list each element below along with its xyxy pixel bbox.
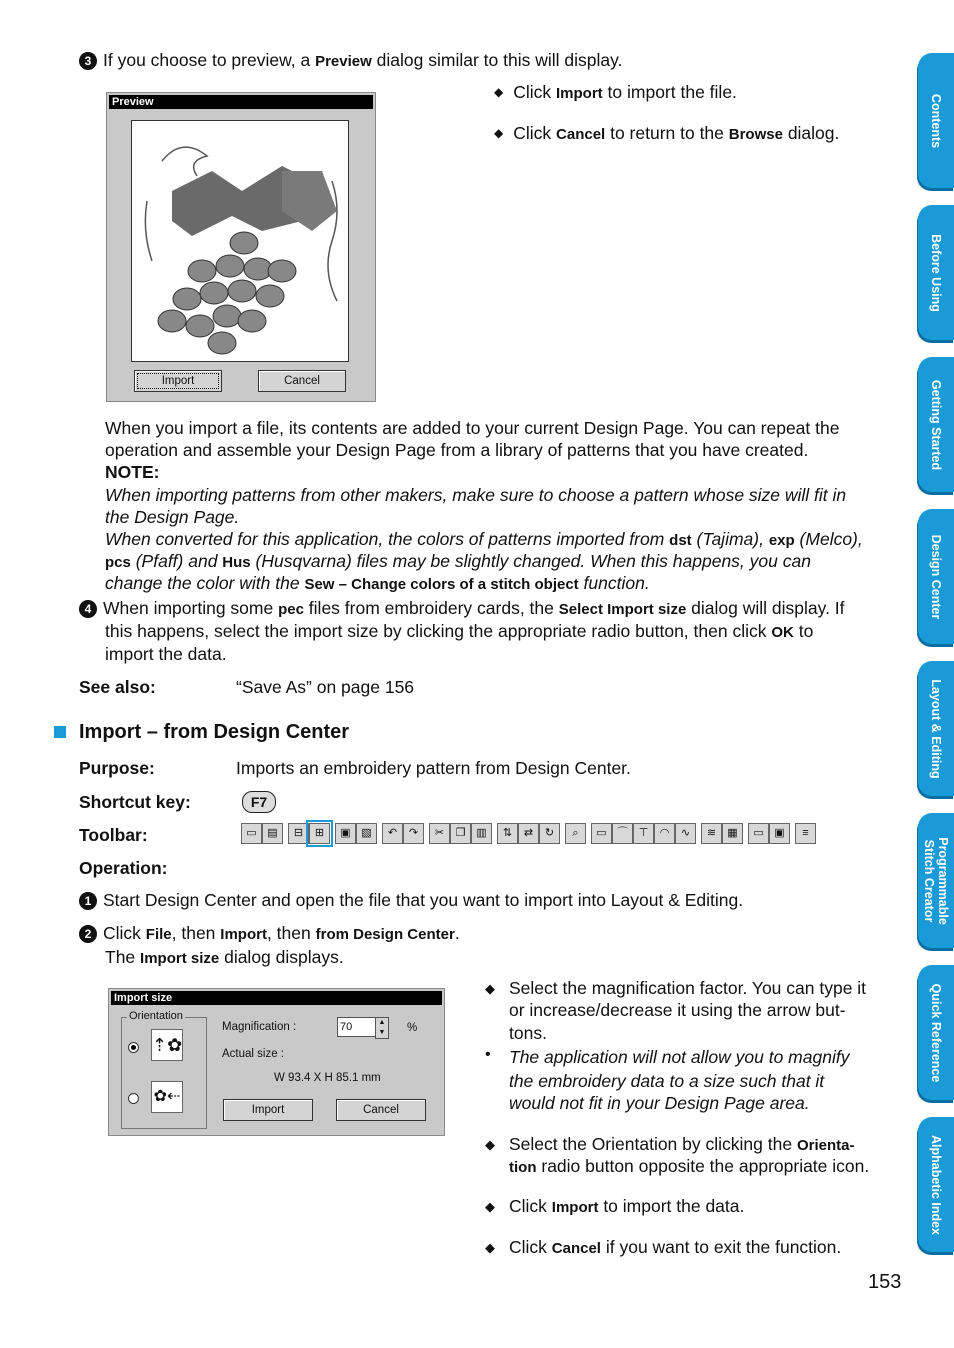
shortcut-label: Shortcut key: [79, 792, 191, 812]
tab-getting-started[interactable]: Getting Started [918, 357, 954, 492]
diamond-bullet-icon: ◆ [485, 1137, 495, 1152]
tab-alphabetic-index[interactable]: Alphabetic Index [918, 1117, 954, 1252]
sew-icon[interactable]: ≡ [795, 823, 816, 844]
grapes-embroidery-image [132, 121, 348, 361]
note-line: When converted for this application, the colors of patterns imported from dst (Tajima), exp (Melco), [105, 529, 863, 549]
bullet-text: Select the Orientation by clicking the Orienta- [509, 1134, 855, 1154]
bullet-note: would not fit in your Design Page area. [509, 1093, 810, 1113]
save-as-icon[interactable]: ▧ [356, 823, 377, 844]
note-heading: NOTE: [105, 462, 160, 482]
note-line: the Design Page. [105, 507, 240, 527]
step-number: 4 [79, 600, 97, 618]
tab-before-using[interactable]: Before Using [918, 205, 954, 340]
save-icon[interactable]: ▣ [335, 823, 356, 844]
operation-step-1: 1 Start Design Center and open the file that you want to import into Layout & Editing. [79, 889, 743, 911]
step-number: 3 [79, 52, 97, 70]
redo-icon[interactable]: ↷ [403, 823, 424, 844]
dot-bullet-icon: • [485, 1046, 491, 1063]
step-number: 1 [79, 892, 97, 910]
section-square-icon [54, 726, 66, 738]
section-title: Import – from Design Center [79, 721, 350, 743]
bullet-text: Click Cancel if you want to exit the function. [509, 1237, 842, 1257]
import-size-cancel-button[interactable]: Cancel [336, 1099, 426, 1121]
step-number: 2 [79, 925, 97, 943]
preview-canvas [131, 120, 349, 362]
note-line: When importing patterns from other makers, make sure to choose a pattern whose size will fit in [105, 485, 847, 505]
paragraph-line: operation and assemble your Design Page from a library of patterns that you have created. [105, 440, 809, 460]
see-also-link[interactable]: “Save As” on page 156 [236, 677, 415, 697]
pattern-icon[interactable]: ▦ [722, 823, 743, 844]
orientation-radio-2[interactable] [128, 1093, 139, 1104]
text-icon[interactable]: ▭ [591, 823, 612, 844]
display-icon[interactable]: ▣ [769, 823, 790, 844]
import-size-dialog-title: Import size [111, 991, 442, 1005]
bullet-text: tons. [509, 1023, 547, 1043]
preview-dialog [106, 92, 376, 402]
bullet-click-cancel: ◆ Click Cancel to return to the Browse dialog. [494, 123, 840, 143]
stitch-icon[interactable]: ≋ [701, 823, 722, 844]
actual-size-label: Actual size : [222, 1048, 284, 1060]
operation-step-2: 2 Click File, then Import, then from Design Center. [79, 922, 460, 946]
bullet-click-import: ◆ Click Import to import the file. [494, 82, 737, 102]
magnification-stepper[interactable]: ▲ ▼ [375, 1017, 389, 1039]
orientation-label: Orientation [129, 1010, 183, 1022]
bullet-note: the embroidery data to a size such that it [509, 1071, 825, 1091]
tab-contents[interactable]: Contents [918, 53, 954, 188]
bullet-text: tion radio button opposite the appropriate icon. [509, 1156, 870, 1176]
step-4-text: this happens, select the import size by clicking the appropriate radio button, then click OK to [105, 621, 814, 641]
actual-size-value: W 93.4 X H 85.1 mm [274, 1072, 381, 1084]
preview-dialog-title: Preview [109, 95, 373, 109]
magnification-input[interactable]: 70 [337, 1017, 377, 1037]
step-4-text: 4 When importing some pec files from embroidery cards, the Select Import size dialog will display. If [79, 597, 845, 621]
step-4-text: import the data. [105, 644, 227, 664]
orientation-radio-1[interactable] [128, 1042, 139, 1053]
magnification-label: Magnification : [222, 1021, 297, 1033]
toolbar-strip [241, 823, 816, 846]
purpose-value: Imports an embroidery pattern from Design Center. [236, 758, 631, 778]
tab-design-center[interactable]: Design Center [918, 509, 954, 644]
page-number: 153 [868, 1271, 902, 1293]
orientation-upright-icon: ⇡✿ [151, 1029, 183, 1061]
text-arc-icon[interactable]: ◠ [654, 823, 675, 844]
bullet-text: Select the magnification factor. You can type it [509, 978, 867, 998]
preview-cancel-button[interactable]: Cancel [258, 370, 346, 392]
diamond-bullet-icon: ◆ [485, 1199, 495, 1214]
diamond-bullet-icon: ◆ [485, 1240, 495, 1255]
zoom-icon[interactable]: ⌕ [565, 823, 586, 844]
flip-icon[interactable]: ⇄ [518, 823, 539, 844]
note-line: pcs (Pfaff) and Hus (Husqvarna) files may be slightly changed. When this happens, you can [105, 551, 811, 571]
paragraph-line: When you import a file, its contents are added to your current Design Page. You can repeat the [105, 418, 840, 438]
toolbar-label: Toolbar: [79, 825, 148, 845]
open-icon[interactable]: ▤ [262, 823, 283, 844]
tab-programmable-stitch-creator[interactable]: Programmable Stitch Creator [918, 813, 954, 948]
text-path-icon[interactable]: ⌒ [612, 823, 633, 844]
new-icon[interactable]: ▭ [241, 823, 262, 844]
paste-icon[interactable]: ▥ [471, 823, 492, 844]
rotate-icon[interactable]: ↻ [539, 823, 560, 844]
note-line: change the color with the Sew – Change colors of a stitch object function. [105, 573, 650, 593]
operation-label: Operation: [79, 858, 168, 878]
orientation-rotated-icon: ✿⇠ [151, 1081, 183, 1113]
purpose-label: Purpose: [79, 758, 155, 778]
diamond-bullet-icon: ◆ [494, 126, 504, 140]
step-3-text: 3 If you choose to preview, a Preview dialog similar to this will display. [79, 49, 622, 73]
tab-layout-editing[interactable]: Layout & Editing [918, 661, 954, 796]
copy-icon[interactable]: ❐ [450, 823, 471, 844]
bullet-text: Click Import to import the data. [509, 1196, 745, 1216]
import-size-dialog [108, 988, 445, 1136]
monitor-icon[interactable]: ▭ [748, 823, 769, 844]
operation-step-2-line: The Import size dialog displays. [105, 947, 344, 967]
bullet-text: or increase/decrease it using the arrow but- [509, 1000, 846, 1020]
mirror-icon[interactable]: ⇅ [497, 823, 518, 844]
text-vertical-icon[interactable]: ⊤ [633, 823, 654, 844]
preview-import-button[interactable]: Import [134, 370, 222, 392]
import-file-icon[interactable]: ⊟ [288, 823, 309, 844]
cut-icon[interactable]: ✂ [429, 823, 450, 844]
diamond-bullet-icon: ◆ [494, 85, 504, 99]
diamond-bullet-icon: ◆ [485, 981, 495, 996]
percent-label: % [407, 1022, 418, 1034]
text-wave-icon[interactable]: ∿ [675, 823, 696, 844]
undo-icon[interactable]: ↶ [382, 823, 403, 844]
import-size-import-button[interactable]: Import [223, 1099, 313, 1121]
import-design-center-icon[interactable]: ⊞ [309, 823, 330, 844]
bullet-note: The application will not allow you to magnify [509, 1047, 850, 1067]
tab-quick-reference[interactable]: Quick Reference [918, 965, 954, 1100]
f7-key: F7 [242, 791, 276, 813]
see-also-label: See also: [79, 677, 156, 697]
